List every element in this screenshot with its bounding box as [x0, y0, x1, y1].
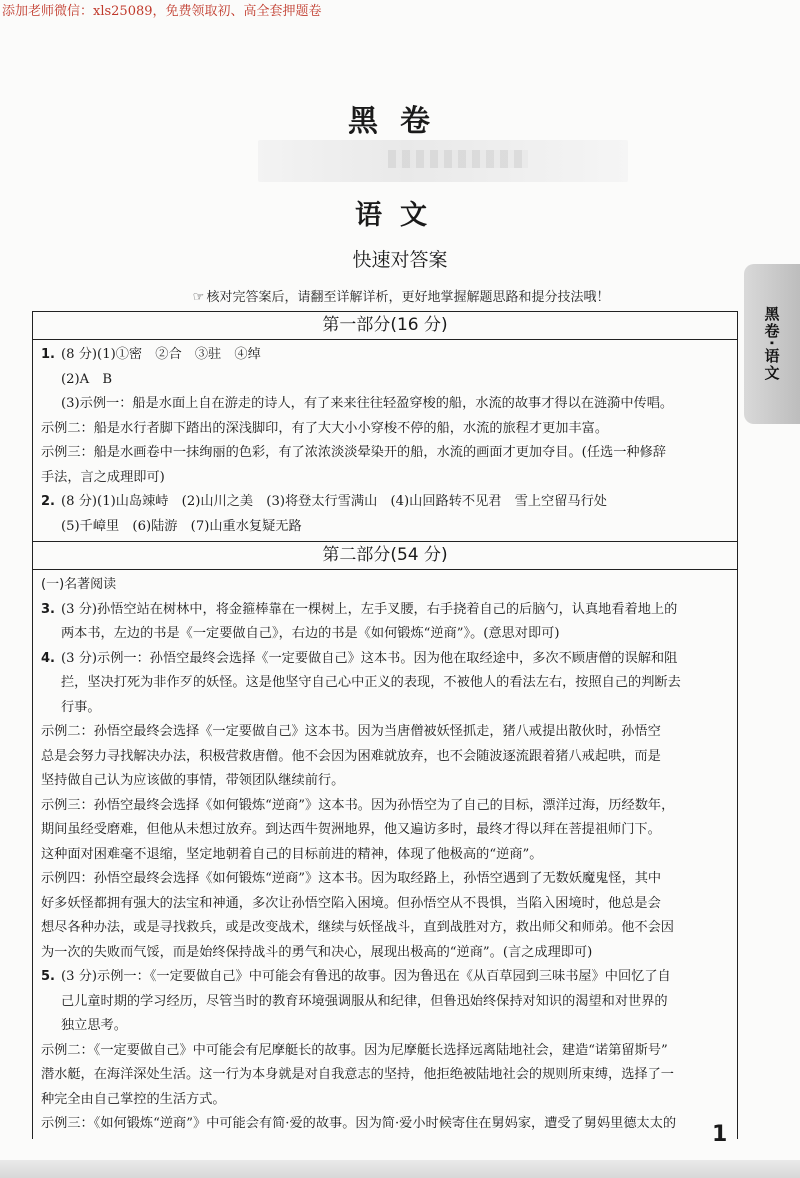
subject-title: 语文 — [355, 200, 445, 231]
answer-line: 总是会努力寻找解决办法，积极营救唐僧。他不会因为困难就放弃，也不会随波逐流跟着猪八戒起哄，而是 — [41, 748, 661, 764]
question-1 — [41, 343, 730, 490]
bottom-edge — [0, 1160, 800, 1178]
question-4 — [41, 647, 730, 966]
side-tab-label: 黑卷·语文 — [762, 306, 781, 382]
answer-line: (8 分)(1)山岛竦峙 (2)山川之美 (3)将登太行雪满山 (4)山回路转不见君 雪上空留马行处 — [61, 494, 607, 509]
answer-line: 己儿童时期的学习经历，尽管当时的教育环境强调服从和纪律，但鲁迅始终保持对知识的渴望和对世界的 — [61, 993, 668, 1009]
answer-line: 种完全由自己掌控的生活方式。 — [41, 1091, 226, 1107]
answer-line: 示例四：孙悟空最终会选择《如何锻炼“逆商”》这本书。因为取经路上，孙悟空遇到了无数妖魔鬼怪，其中 — [41, 871, 662, 886]
answer-line: 好多妖怪都拥有强大的法宝和神通，多次让孙悟空陷入困境。但孙悟空从不畏惧，当陷入困境时，他总是会 — [41, 895, 661, 911]
brand-title: 黑卷 — [348, 104, 452, 139]
hint-line — [0, 286, 800, 305]
answer-line: (3 分)孙悟空站在树林中，将金箍棒靠在一棵树上，左手叉腰，右手挠着自己的后脑勺，认真地看着地上的 — [61, 601, 678, 617]
answer-line: (5)千嶂里 (6)陆游 (7)山重水复疑无路 — [61, 518, 302, 534]
answer-line: 两本书，左边的书是《一定要做自己》，右边的书是《如何锻炼“逆商”》。(意思对即可) — [61, 626, 560, 641]
answer-line: 示例二：《一定要做自己》中可能会有尼摩艇长的故事。因为尼摩艇长选择远离陆地社会，建造“诺第留斯号” — [41, 1042, 668, 1058]
answer-line: 独立思考。 — [61, 1018, 127, 1033]
quick-answer-title: 快速对答案 — [352, 249, 448, 271]
answer-line: 示例三：《如何锻炼“逆商”》中可能会有简·爱的故事。因为简·爱小时候寄住在舅妈家，遭受了舅妈里德太太的 — [41, 1116, 677, 1131]
answer-line: 示例三：船是水画卷中一抹绚丽的色彩，有了浓浓淡淡晕染开的船，水流的画面才更加夺目。(任选一种修辞 — [41, 445, 666, 460]
answer-line: 示例二：孙悟空最终会选择《一定要做自己》这本书。因为当唐僧被妖怪抓走，猪八戒提出散伙时，孙悟空 — [41, 724, 661, 739]
question-number: 3. — [41, 601, 55, 617]
answer-line: 为一次的失败而气馁，而是始终保持战斗的勇气和决心，展现出极高的“逆商”。(言之成理即可) — [41, 944, 593, 960]
section-title: (一)名著阅读 — [41, 577, 117, 592]
answer-line: 拦，坚决打死为非作歹的妖怪。这是他坚守自己心中正义的表现，不被他人的看法左右，按照自己的判断去 — [61, 675, 681, 690]
question-2 — [41, 490, 730, 539]
answer-line: 手法，言之成理即可) — [41, 469, 165, 485]
part2-content — [33, 570, 737, 1139]
answer-line: (3 分)示例一：孙悟空最终会选择《一定要做自己》这本书。因为他在取经途中，多次不顾唐僧的误解和阻 — [61, 650, 678, 666]
pointing-hand-icon: ☞ — [192, 290, 205, 305]
answer-line: 示例三：孙悟空最终会选择《如何锻炼“逆商”》这本书。因为孙悟空为了自己的目标，漂洋过海，历经数年， — [41, 797, 675, 813]
answer-line: 示例二：船是水行者脚下踏出的深浅脚印，有了大大小小穿梭不停的船，水流的旅程才更加丰富。 — [41, 420, 609, 436]
answer-line: 想尽各种办法，或是寻找救兵，或是改变战术，继续与妖怪战斗，直到战胜对方，救出师父和师弟。他不会因 — [41, 920, 674, 935]
side-tab — [744, 264, 800, 424]
page-number: 1 — [712, 1122, 728, 1147]
part2-heading: 第二部分(54 分) — [33, 541, 737, 570]
answer-box — [32, 311, 738, 1139]
answer-line: 行事。 — [61, 699, 101, 715]
part1-content — [33, 340, 737, 541]
question-number: 4. — [41, 650, 55, 666]
answer-line: 这种面对困难毫不退缩，坚定地朝着自己的目标前进的精神，体现了他极高的“逆商”。 — [41, 846, 543, 862]
question-number: 2. — [41, 494, 55, 509]
question-5 — [41, 965, 730, 1137]
answer-line: (8 分)(1)①密 ②合 ③驻 ④绰 — [61, 347, 261, 362]
hint-text: 核对完答案后，请翻至详解详析，更好地掌握解题思路和提分技法哦！ — [206, 290, 610, 305]
answer-line: (2)A B — [61, 371, 113, 387]
brand-banner — [258, 140, 628, 182]
part1-heading: 第一部分(16 分) — [33, 311, 737, 340]
answer-line: 潜水艇，在海洋深处生活。这一行为本身就是对自我意志的坚持，他拒绝被陆地社会的规则所束缚，选择了一 — [41, 1067, 674, 1082]
answer-line: (3 分)示例一：《一定要做自己》中可能会有鲁迅的故事。因为鲁迅在《从百草园到三味书屋》中回忆了自 — [61, 969, 671, 984]
answer-line: (3)示例一：船是水面上自在游走的诗人，有了来来往往轻盈穿梭的船，水流的故事才得以在涟漪中传唱。 — [61, 396, 674, 411]
question-number: 5. — [41, 969, 55, 984]
watermark-text: 添加老师微信：xls25089，免费领取初、高全套押题卷 — [2, 4, 322, 19]
question-number: 1. — [41, 347, 55, 362]
answer-line: 坚持做自己认为应该做的事情，带领团队继续前行。 — [41, 773, 345, 788]
question-3 — [41, 598, 730, 647]
answer-line: 期间虽经受磨难，但他从未想过放弃。到达西牛贺洲地界，他又遍访多时，最终才得以拜在菩提祖师门下。 — [41, 822, 661, 837]
